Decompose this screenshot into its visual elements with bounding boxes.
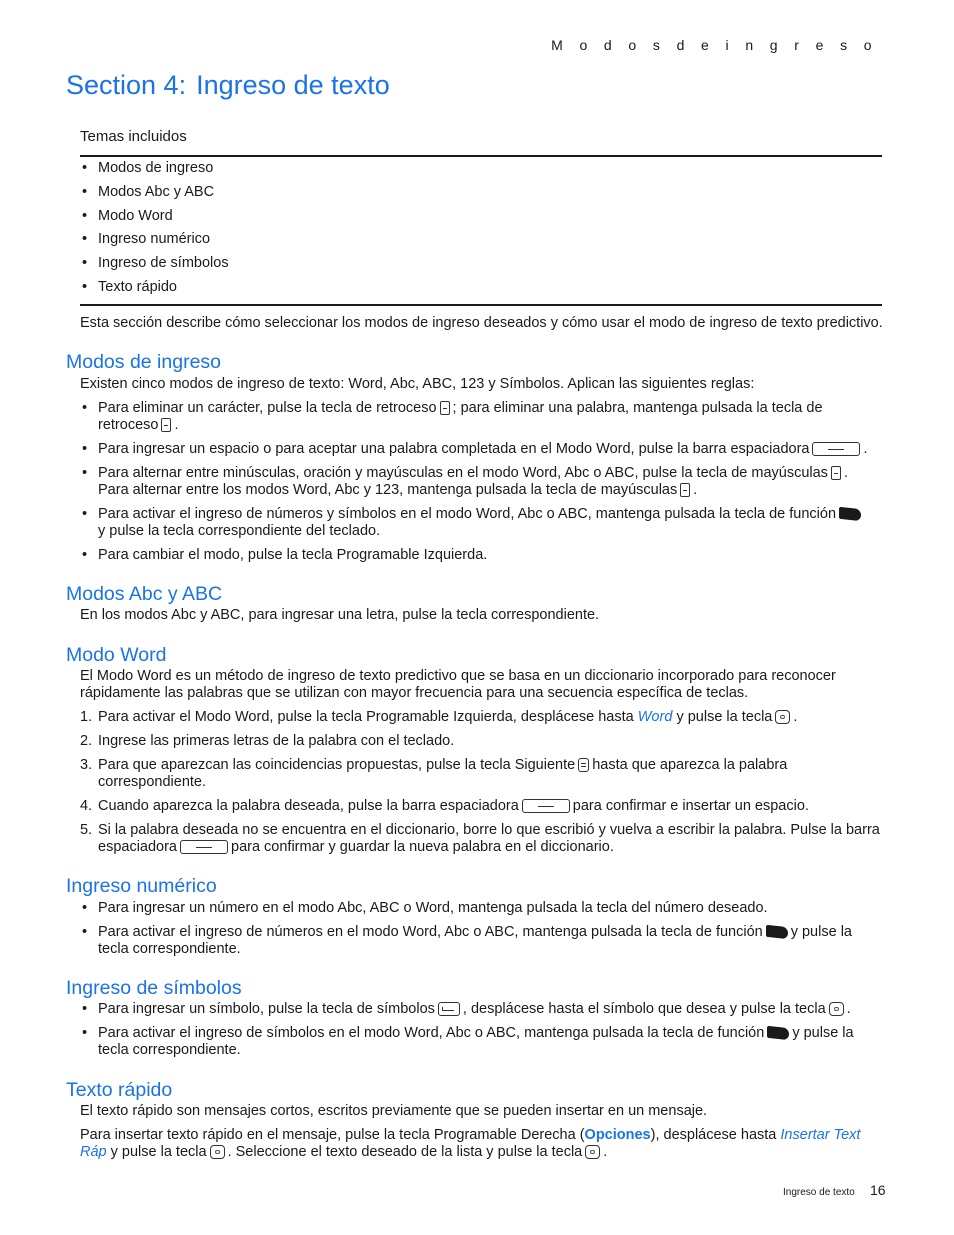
ok-key-icon	[585, 1145, 600, 1159]
step-item	[80, 733, 880, 750]
symbols-item	[80, 1001, 870, 1018]
topics-bottom-rule	[80, 304, 882, 306]
shift-key-icon	[831, 466, 841, 480]
heading-modos-de-ingreso: Modos de ingreso	[66, 351, 222, 373]
symbols-text: Para ingresar un símbolo, pulse la tecla de símbolos	[98, 1001, 435, 1017]
step-item	[80, 709, 880, 726]
step-number: 5.	[80, 822, 93, 838]
heading-ingreso-numerico: Ingreso numérico	[66, 875, 217, 897]
texto-rapido-text: Para insertar texto rápido en el mensaje, pulse la tecla Programable Derecha (	[80, 1127, 585, 1143]
heading-modos-abc: Modos Abc y ABC	[66, 583, 223, 605]
symbols-text: y pulse la tecla correspondiente.	[98, 1025, 854, 1058]
step-number: 2.	[80, 733, 93, 749]
backspace-key-icon	[440, 401, 450, 415]
modos-abc-text: En los modos Abc y ABC, para ingresar una letra, pulse la tecla correspondiente.	[80, 607, 600, 623]
spacebar-key-icon	[522, 799, 570, 813]
rule-text: Para alternar entre minúsculas, oración y mayúsculas en el modo Word, Abc o ABC, pulse la tecla de mayúsculas	[98, 465, 828, 481]
modo-word-lead: El Modo Word es un método de ingreso de texto predictivo que se basa en un diccionario incorporado para reconocer rápidamente las palabras que se utilizan con mayor frecuencia para una secuencia específica de teclas.	[80, 668, 836, 701]
topic-item: • Modos Abc y ABC	[80, 182, 229, 206]
step-number: 4.	[80, 798, 93, 814]
topic-item: • Ingreso numérico	[80, 229, 229, 253]
ok-key-icon	[775, 710, 790, 724]
symbols-text: , desplácese hasta el símbolo que desea y pulse la tecla	[462, 1001, 826, 1017]
step-text: Para que aparezcan las coincidencias propuestas, pulse la tecla Siguiente	[98, 757, 576, 773]
topic-item: • Modos de ingreso	[80, 158, 229, 182]
step-text: Cuando aparezca la palabra deseada, pulse la barra espaciadora	[98, 798, 519, 814]
rule-text: Para activar el ingreso de números y símbolos en el modo Word, Abc o ABC, mantenga pulsada la tecla de función	[98, 506, 837, 522]
rule-text: Para eliminar un carácter, pulse la tecla de retroceso	[98, 400, 437, 416]
rule-text: .	[174, 417, 179, 433]
rule-text: Para ingresar un espacio o para aceptar una palabra completada en el Modo Word, pulse la barra espaciadora	[98, 441, 810, 457]
symbols-key-icon	[438, 1002, 460, 1016]
rule-text: . Para alternar entre los modos Word, Abc y 123, mantenga pulsada la tecla de mayúsculas	[98, 465, 848, 498]
backspace-key-icon	[161, 418, 171, 432]
opciones-softkey-label: Opciones	[584, 1127, 651, 1143]
step-text: y pulse la tecla	[676, 709, 773, 725]
numeric-item	[80, 924, 870, 958]
heading-ingreso-simbolos: Ingreso de símbolos	[66, 977, 242, 999]
step-item	[80, 757, 880, 791]
texto-rapido-p2	[80, 1127, 870, 1161]
topics-list	[80, 158, 229, 301]
symbols-item	[80, 1025, 870, 1059]
texto-rapido-text: ), desplácese hasta	[650, 1127, 777, 1143]
rule-change-mode: • Para cambiar el modo, pulse la tecla Programable Izquierda.	[80, 547, 870, 564]
ok-key-icon	[210, 1145, 225, 1159]
step-text: Si la palabra deseada no se encuentra en el diccionario, borre lo que escribió y vuelva a escribir la palabra. Pulse la barra espaciadora	[98, 822, 880, 855]
rule-delete	[80, 400, 870, 434]
rule-function	[80, 506, 870, 540]
texto-rapido-text: .	[603, 1144, 608, 1160]
modos-ingreso-rules	[80, 400, 870, 564]
step-text: Ingrese las primeras letras de la palabra con el teclado.	[98, 733, 455, 749]
symbols-text: .	[846, 1001, 851, 1017]
step-item	[80, 822, 880, 856]
rule-text: ; para eliminar una palabra, mantenga pulsada la tecla de retroceso	[98, 400, 823, 433]
topic-item: • Modo Word	[80, 206, 229, 230]
numeric-item: • Para ingresar un número en el modo Abc, ABC o Word, mantenga pulsada la tecla del número deseado.	[80, 900, 870, 917]
function-key-icon	[766, 925, 788, 939]
section-title	[66, 70, 390, 101]
topic-item: • Ingreso de símbolos	[80, 253, 229, 277]
modos-ingreso-lead: Existen cinco modos de ingreso de texto: Word, Abc, ABC, 123 y Símbolos. Aplican las siguientes reglas:	[80, 376, 755, 392]
heading-modo-word: Modo Word	[66, 644, 167, 666]
shift-key-icon	[680, 483, 690, 497]
step-item	[80, 798, 880, 815]
word-option-link: Word	[637, 709, 673, 725]
topics-label: Temas incluidos	[80, 128, 187, 145]
footer-section-label: Ingreso de texto	[783, 1187, 855, 1198]
rule-text: .	[863, 441, 868, 457]
heading-texto-rapido: Texto rápido	[66, 1079, 173, 1101]
page-number: 16	[870, 1182, 886, 1198]
function-key-icon	[839, 507, 861, 521]
step-text: para confirmar e insertar un espacio.	[572, 798, 809, 814]
ingreso-simbolos-list	[80, 1001, 870, 1059]
function-key-icon	[767, 1026, 789, 1040]
step-number: 1.	[80, 709, 93, 725]
running-header: M o d o s d e i n g r e s o	[551, 37, 878, 53]
next-key-icon	[578, 758, 589, 772]
ingreso-numerico-list	[80, 900, 870, 958]
texto-rapido-text: y pulse la tecla	[110, 1144, 207, 1160]
rule-text: .	[693, 482, 698, 498]
section-number: Section 4:	[66, 70, 187, 100]
intro-paragraph: Esta sección describe cómo seleccionar los modos de ingreso deseados y cómo usar el modo de ingreso de texto predictivo.	[80, 315, 883, 331]
spacebar-key-icon	[812, 442, 860, 456]
symbols-text: Para activar el ingreso de símbolos en el modo Word, Abc o ABC, mantenga pulsada la tecla de función	[98, 1025, 765, 1041]
texto-rapido-p1: El texto rápido son mensajes cortos, escritos previamente que se pueden insertar en un mensaje.	[80, 1103, 708, 1119]
step-text: hasta que aparezca la palabra correspondiente.	[98, 757, 788, 790]
spacebar-key-icon	[180, 840, 228, 854]
numeric-text: Para activar el ingreso de números en el modo Word, Abc o ABC, mantenga pulsada la tecla de función	[98, 924, 763, 940]
rule-space	[80, 441, 870, 458]
insertar-text-rap-option: Insertar Text Ráp	[80, 1127, 861, 1160]
topics-top-rule	[80, 155, 882, 157]
numeric-text: y pulse la tecla correspondiente.	[98, 924, 852, 957]
step-number: 3.	[80, 757, 93, 773]
step-text: para confirmar y guardar la nueva palabra en el diccionario.	[231, 839, 614, 855]
topic-item: • Texto rápido	[80, 277, 229, 301]
rule-shift	[80, 465, 870, 499]
step-text: Para activar el Modo Word, pulse la tecla Programable Izquierda, desplácese hasta	[98, 709, 634, 725]
modo-word-steps	[80, 709, 880, 856]
rule-text: y pulse la tecla correspondiente del teclado.	[98, 523, 381, 539]
step-text: .	[793, 709, 798, 725]
texto-rapido-text: . Seleccione el texto deseado de la lista y pulse la tecla	[227, 1144, 583, 1160]
ok-key-icon	[829, 1002, 844, 1016]
section-name: Ingreso de texto	[196, 70, 390, 100]
